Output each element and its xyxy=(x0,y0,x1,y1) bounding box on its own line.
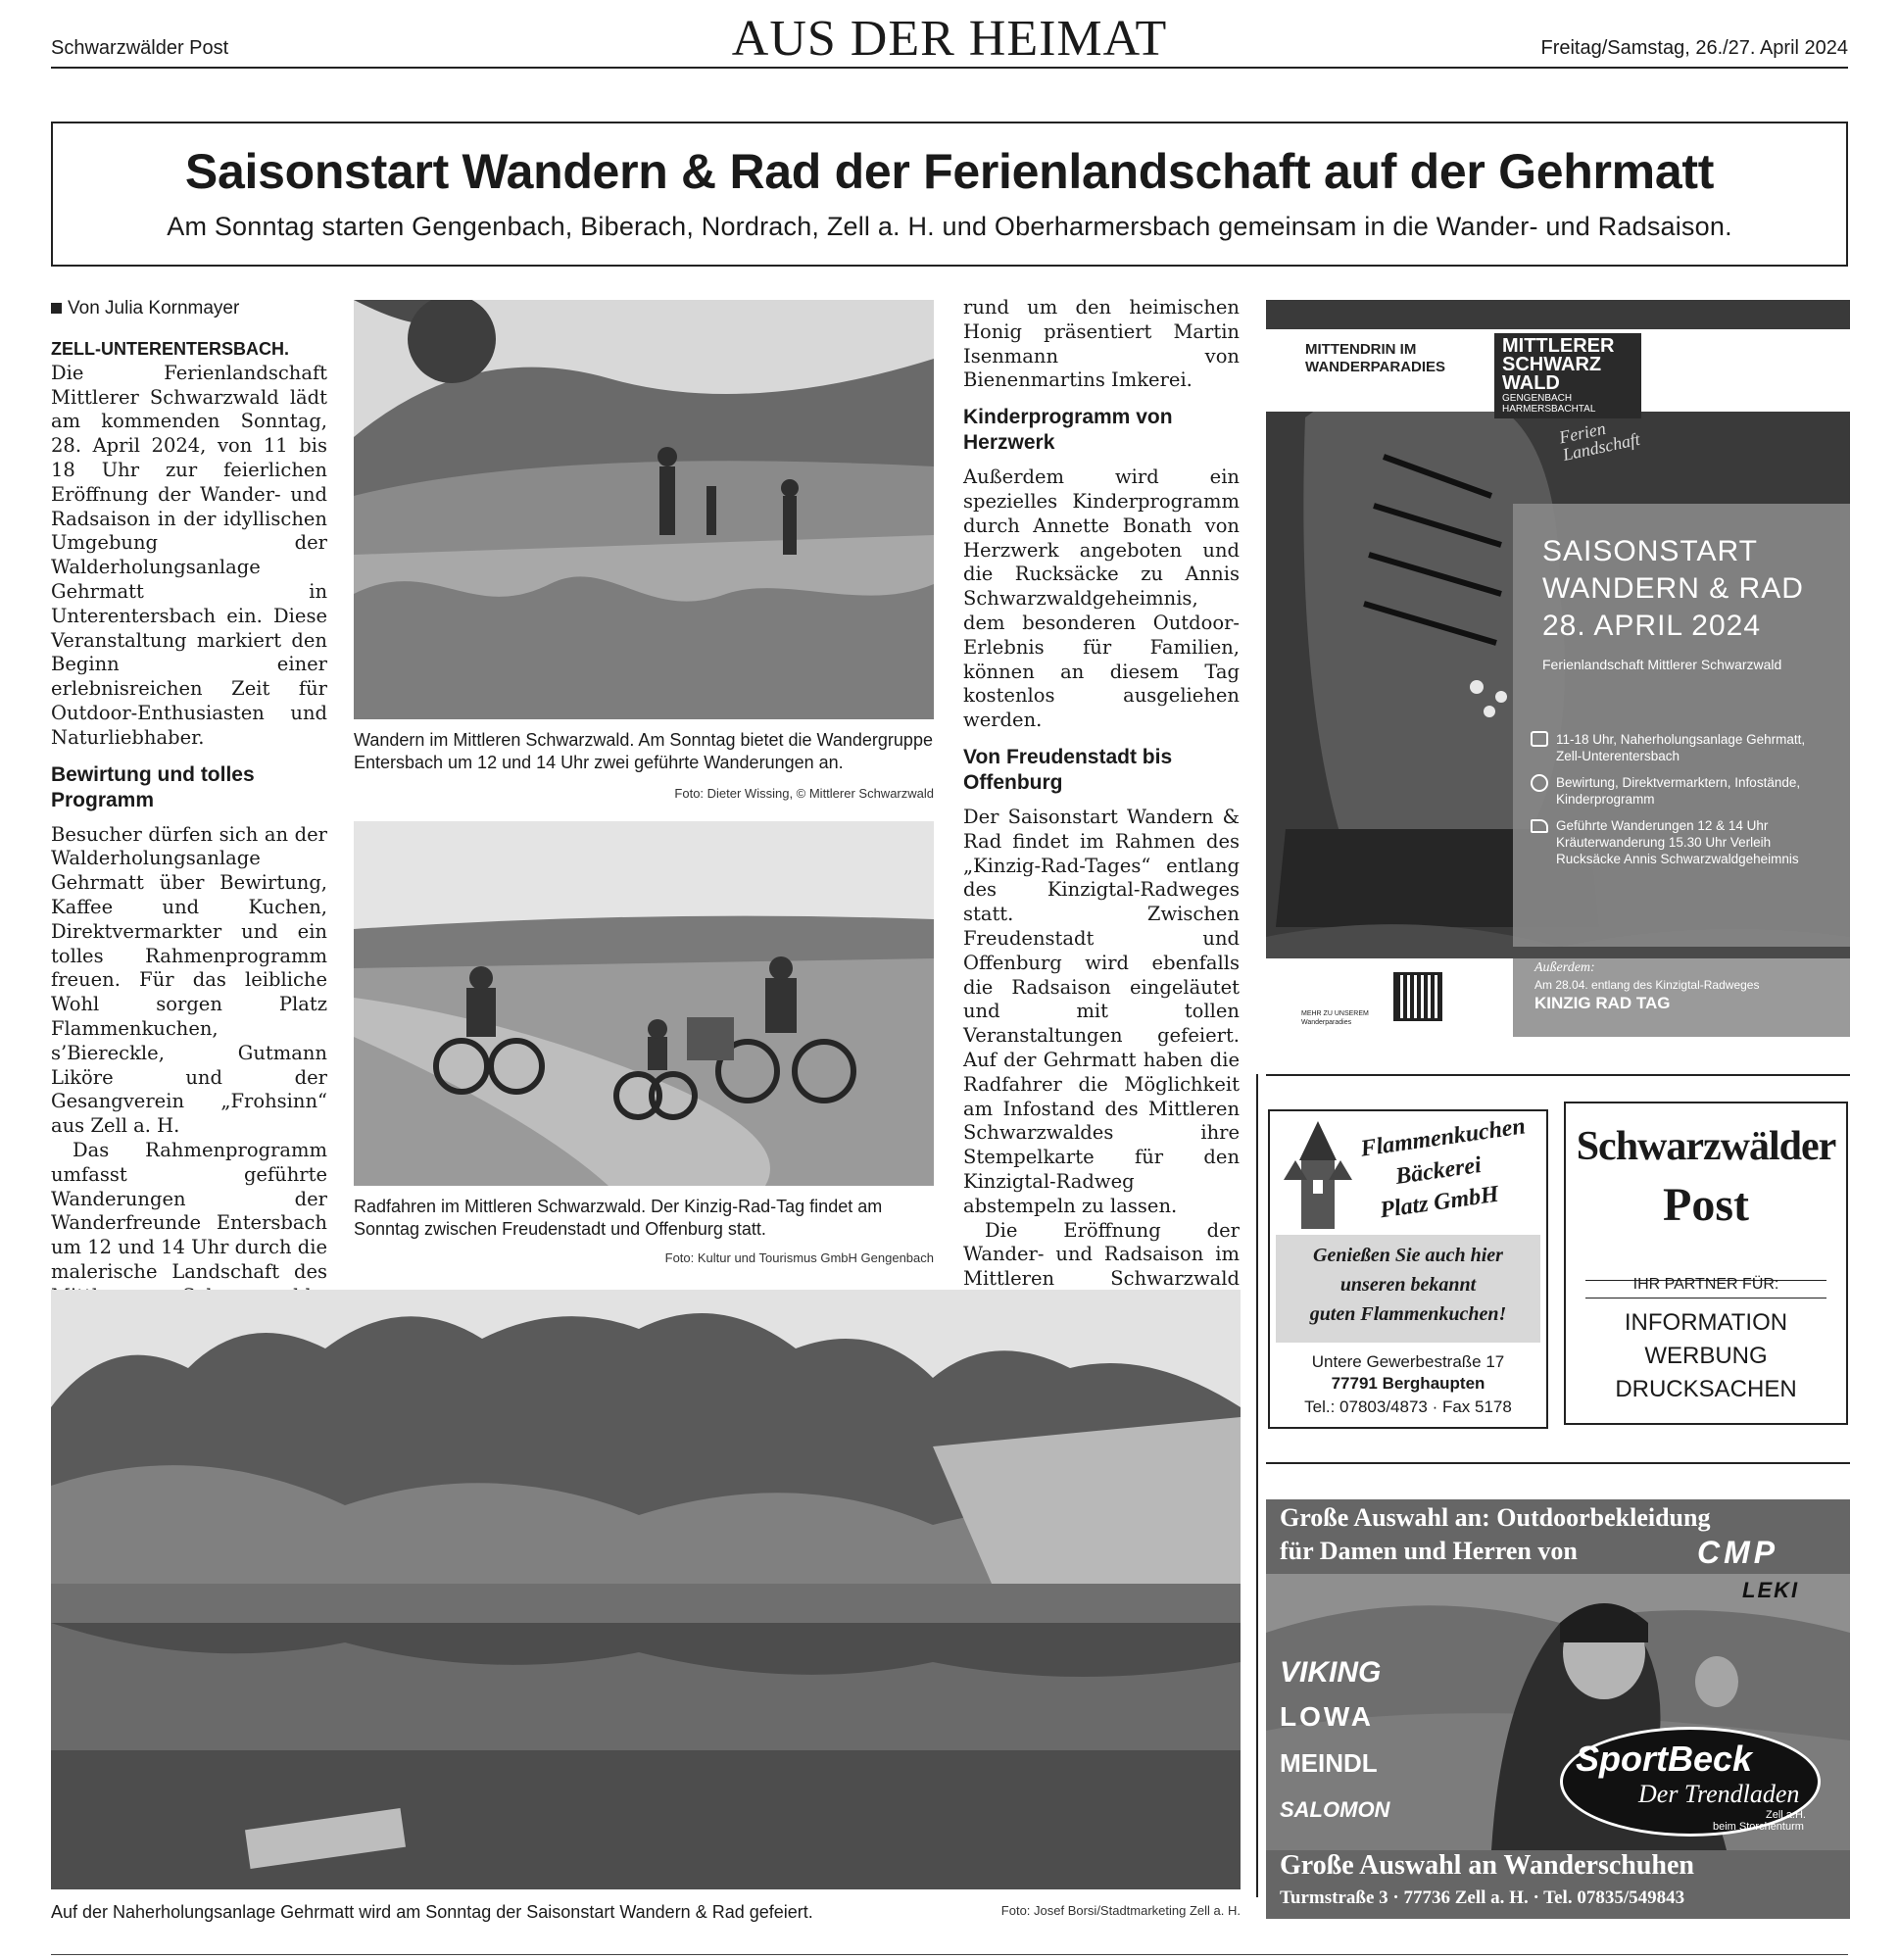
logo-script: Ferien Landschaft xyxy=(1557,417,1642,466)
info-item-text: Geführte Wanderungen 12 & 14 Uhr Kräuterwanderung 15.30 Uhr Verleih Rucksäcke Annis Schwarzwaldgeheimnis xyxy=(1556,818,1799,866)
viking-logo: VIKING xyxy=(1280,1656,1382,1689)
subhead: Kinderprogramm von Herzwerk xyxy=(963,406,1173,455)
headline: Saisonstart Wandern & Rad der Ferienlandschaft auf der Gehrmatt xyxy=(184,144,1715,199)
headline-box xyxy=(51,122,1848,267)
cycling-photo xyxy=(354,821,934,1186)
article-column-3 xyxy=(963,296,1240,1438)
cycling-photo-art xyxy=(354,821,934,1186)
sportbeck-location-2: beim Storchenturm xyxy=(1713,1821,1804,1833)
ad-extra-title: KINZIG RAD TAG xyxy=(1534,994,1671,1012)
meindl-logo: MEINDL xyxy=(1280,1748,1378,1778)
pond-photo xyxy=(51,1290,1241,1889)
logo-line: GENGENBACH xyxy=(1502,393,1573,404)
pond-photo-art xyxy=(51,1290,1241,1889)
ad-info-panel xyxy=(1513,504,1850,947)
church-tower-icon xyxy=(1278,1121,1358,1229)
sportbeck-bottom-title: Große Auswahl an Wanderschuhen xyxy=(1280,1850,1694,1881)
info-item xyxy=(1531,731,1834,764)
ad-divider-2 xyxy=(1266,1462,1850,1464)
post-service-3: DRUCKSACHEN xyxy=(1615,1376,1797,1402)
subheadline: Am Sonntag starten Gengenbach, Biberach, Nordrach, Zell a. H. und Oberharmersbach gemeinsam in die Wander- und Radsaison. xyxy=(167,212,1732,241)
paragraph: Der Saisonstart Wandern & Rad findet im Rahmen des „Kinzig-Rad-Tages“ entlang des Kinzigtal-Radweges statt. Zwischen Freudenstadt und Offenburg wird ebenfalls die Radsaison eingeläutet und mit tollen Veranstaltungen gefeiert. Auf der Gehrmatt haben die Radfahrer die Möglichkeit am Infostand des Mittleren Schwarzwaldes ihre Stempelkarte für den Kinzigtal-Radweg abstempeln zu lassen. xyxy=(963,805,1240,1217)
ad-info-list xyxy=(1531,731,1834,867)
column-divider xyxy=(1256,1074,1258,1897)
post-partner: IHR PARTNER FÜR: xyxy=(1632,1276,1779,1293)
cycling-credit: Foto: Kultur und Tourismus GmbH Gengenbach xyxy=(664,1250,934,1265)
ad-title-line3: 28. APRIL 2024 xyxy=(1542,610,1762,642)
footer-rule xyxy=(51,1954,1848,1955)
post-logo-line2: Post xyxy=(1663,1179,1749,1231)
pond-caption: Auf der Naherholungsanlage Gehrmatt wird am Sonntag der Saisonstart Wandern & Rad gefeiert. xyxy=(51,1902,813,1922)
logo-line: MITTLERER xyxy=(1502,335,1615,357)
post-logo-line1: Schwarzwälder xyxy=(1576,1124,1836,1169)
sportbeck-name: SportBeck xyxy=(1576,1739,1753,1779)
dateline: ZELL-UNTERENTERSBACH. xyxy=(51,339,289,359)
post-service-2: WERBUNG xyxy=(1644,1343,1768,1369)
hiking-caption: Wandern im Mittleren Schwarzwald. Am Sonntag bietet die Wandergruppe Entersbach um 12 und 14 Uhr zwei geführte Wanderungen an. xyxy=(354,730,933,772)
sportbeck-top-line1: Große Auswahl an: Outdoorbekleidung xyxy=(1280,1503,1711,1532)
paragraph: Die Eröffnung der Wander- und Radsaison im Mittleren Schwarzwald xyxy=(963,1218,1240,1291)
sportbeck-location: Zell a.H. xyxy=(1766,1809,1806,1821)
byline-square-icon xyxy=(51,303,62,314)
hiking-photo xyxy=(354,300,934,719)
baeckerei-phone: Tel.: 07803/4873 · Fax 5178 xyxy=(1304,1397,1512,1416)
qr-code-icon[interactable] xyxy=(1393,972,1442,1021)
info-icon xyxy=(1531,774,1548,792)
byline xyxy=(51,298,327,319)
baeckerei-slogan-1: Genießen Sie auch hier xyxy=(1313,1245,1503,1266)
calendar-icon xyxy=(1531,731,1548,747)
ad-divider xyxy=(1266,1074,1850,1076)
pond-credit: Foto: Josef Borsi/Stadtmarketing Zell a. H. xyxy=(1000,1903,1241,1918)
paragraph: rund um den heimischen Honig präsentiert Martin Isenmann von Bienenmartins Imkerei. xyxy=(963,296,1240,392)
subhead: Bewirtung und tolles Programm xyxy=(51,762,255,811)
baeckerei-slogan-3: guten Flammenkuchen! xyxy=(1309,1303,1507,1325)
ad-extra-text: Am 28.04. entlang des Kinzigtal-Radweges xyxy=(1534,978,1760,992)
info-item-text: 11-18 Uhr, Naherholungsanlage Gehrmatt, Zell-Unterentersbach xyxy=(1556,732,1806,763)
logo-line: WALD xyxy=(1502,372,1560,394)
sportbeck-subtitle: Der Trendladen xyxy=(1638,1780,1800,1808)
ad-tagline: MITTENDRIN IM WANDERPARADIES xyxy=(1305,341,1446,375)
cycling-caption: Radfahren im Mittleren Schwarzwald. Der Kinzig-Rad-Tag findet am Sonntag zwischen Freudenstadt und Offenburg statt. xyxy=(354,1197,883,1239)
section-title: AUS DER HEIMAT xyxy=(731,11,1168,67)
sportbeck-ad[interactable] xyxy=(1266,1499,1850,1919)
paragraph-text: Die Ferienlandschaft Mittlerer Schwarzwald lädt am kommenden Sonntag, 28. April 2024, von 11 bis 18 Uhr zur feierlichen Eröffnung der Wander- und Radsaison in der idyllischen Umgebung der Walderholungsanlage Gehrmatt in Unterentersbach ein. Diese Veranstaltung markiert den Beginn einer erlebnisreichen Zeit für Outdoor-Enthusiasten und Naturliebhaber. xyxy=(51,361,327,749)
post-service-1: INFORMATION xyxy=(1624,1309,1788,1336)
baeckerei-slogan-2: unseren bekannt xyxy=(1339,1274,1477,1296)
article-column-1 xyxy=(51,298,327,1454)
qr-label: MEHR ZU UNSEREM Wanderparadies xyxy=(1301,1010,1369,1026)
header-rule xyxy=(51,67,1848,69)
baeckerei-ad[interactable] xyxy=(1268,1109,1548,1429)
baeckerei-name-1: Flammenkuchen xyxy=(1358,1113,1528,1162)
salomon-logo: SALOMON xyxy=(1280,1797,1390,1822)
paragraph: Besucher dürfen sich an der Walderholungsanlage Gehrmatt über Bewirtung, Kaffee und Kuchen, Direktvermarkter und ein tolles Rahmenprogramm freuen. Für das leibliche Wohl sorgen Platz Flammenkuchen, s’Biereckle, Gutmann Liköre und der Gesangverein „Frohsinn“ aus Zell a. H. xyxy=(51,822,327,1138)
logo-line: HARMERSBACHTAL xyxy=(1502,404,1596,415)
paragraph: Das Rahmenprogramm umfasst geführte Wanderungen der Wanderfreunde Entersbach um 12 und 14 Uhr durch die malerische Landschaft des xyxy=(51,1138,327,1283)
boot-icon xyxy=(1531,819,1548,833)
baeckerei-name-3: Platz GmbH xyxy=(1378,1181,1501,1224)
issue-date: Freitag/Samstag, 26./27. April 2024 xyxy=(1540,37,1848,59)
paper-name: Schwarzwälder Post xyxy=(51,37,229,59)
leki-logo: LEKI xyxy=(1742,1578,1800,1602)
subhead: Von Freudenstadt bis Offenburg xyxy=(963,745,1173,794)
hiking-credit: Foto: Dieter Wissing, © Mittlerer Schwarzwald xyxy=(674,786,934,801)
ferienlandschaft-logo xyxy=(1494,333,1641,418)
ad-title-line2: WANDERN & RAD xyxy=(1542,572,1804,605)
sportbeck-top-line2: für Damen und Herren von xyxy=(1280,1537,1578,1565)
logo-line: SCHWARZ xyxy=(1502,354,1602,375)
sportbeck-address: Turmstraße 3 · 77736 Zell a. H. · Tel. 07835/549843 xyxy=(1280,1887,1685,1908)
info-item xyxy=(1531,774,1834,808)
paragraph: Außerdem wird ein spezielles Kinderprogramm durch Annette Bonath von Herzwerk angeboten und die Rucksäcke zu Annis Schwarzwaldgeheimnis, dem besonderen Outdoor-Erlebnis für Familien, können an diesem Tag kostenlos ausgeliehen werden. xyxy=(963,466,1240,732)
baeckerei-name-2: Bäckerei xyxy=(1393,1152,1484,1191)
ad-subtitle: Ferienlandschaft Mittlerer Schwarzwald xyxy=(1542,657,1782,672)
info-item-text: Bewirtung, Direktvermarktern, Infostände, Kinderprogramm xyxy=(1556,775,1801,807)
cmp-logo: CMP xyxy=(1697,1535,1779,1570)
byline-text: Von Julia Kornmayer xyxy=(68,298,240,318)
baeckerei-city: 77791 Berghaupten xyxy=(1331,1374,1485,1393)
ad-extra-label: Außerdem: xyxy=(1534,960,1595,975)
schwarzwaelder-post-ad[interactable] xyxy=(1564,1102,1848,1425)
hiking-photo-art xyxy=(354,300,934,719)
saisonstart-ad[interactable] xyxy=(1266,300,1850,1037)
lowa-logo: LOWA xyxy=(1280,1701,1374,1732)
paragraph xyxy=(51,337,327,751)
baeckerei-street: Untere Gewerbestraße 17 xyxy=(1311,1352,1505,1371)
ad-title-line1: SAISONSTART xyxy=(1542,535,1758,567)
info-item xyxy=(1531,817,1834,867)
